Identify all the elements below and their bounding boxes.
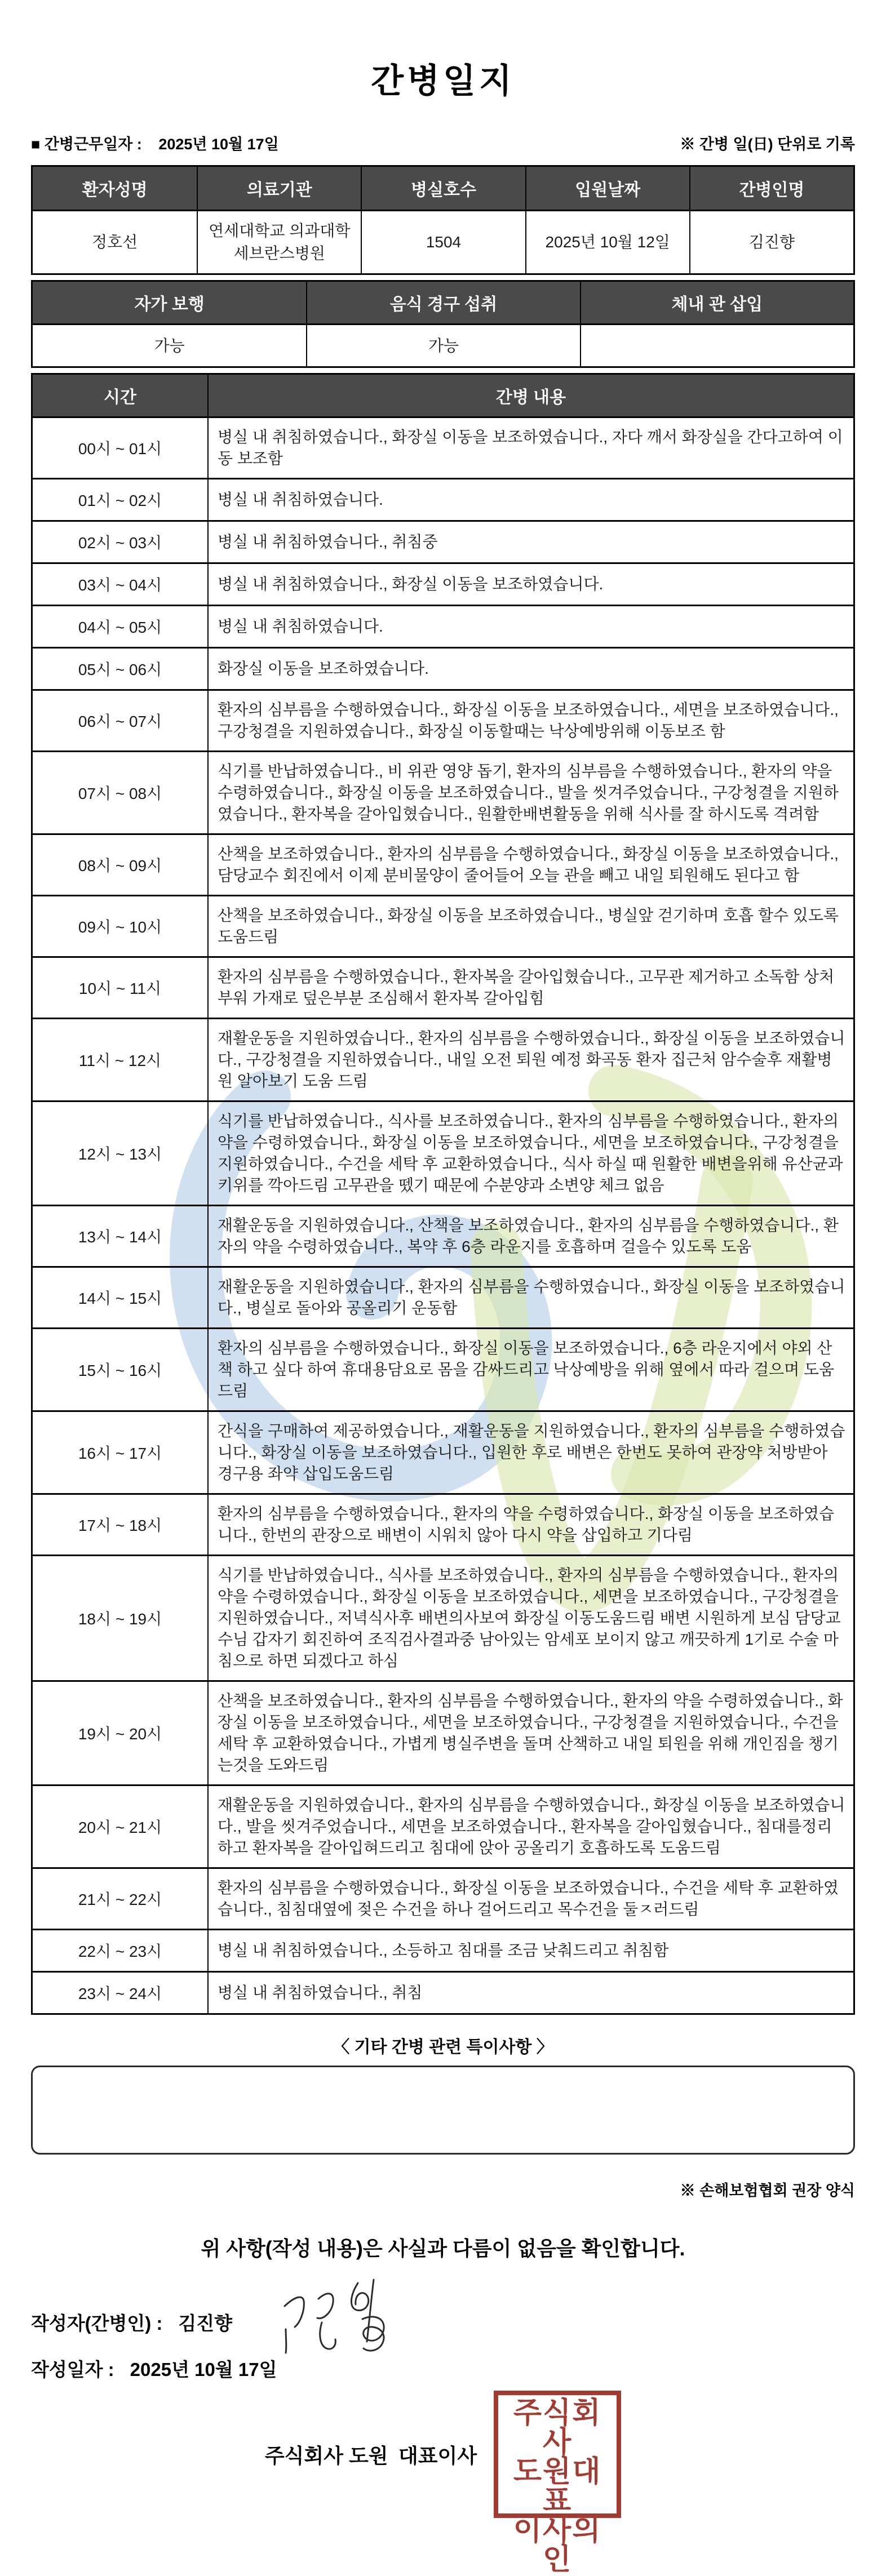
- log-time: 19시 ~ 20시: [78, 1725, 162, 1743]
- col-header-time: 시간: [33, 375, 207, 416]
- log-content-text: 재활운동을 지원하였습니다., 환자의 심부름을 수행하였습니다., 화장실 이동을 보조하였습니다., 병실로 돌아와 공올리기 운동함: [218, 1278, 845, 1317]
- company-name: 주식회사 도원: [264, 2444, 388, 2467]
- log-time: 22시 ~ 23시: [78, 1943, 162, 1960]
- log-content-text: 재활운동을 지원하였습니다., 환자의 심부름을 수행하였습니다., 화장실 이동을 보조하였습니다., 구강청결을 지원하였습니다., 내일 오전 퇴원 예정 화곡동 환자 집근처 암수술후 재활병원 알아보기 도움 드림: [218, 1029, 845, 1090]
- table-row: [33, 1100, 853, 1205]
- log-content-text: 병실 내 취침하였습니다., 취침: [218, 1984, 423, 2001]
- seal-line: 도원대표: [513, 2455, 602, 2517]
- col-header-institution: 의료기관: [197, 167, 361, 210]
- table-row: [33, 418, 853, 478]
- log-content-text: 산책을 보조하였습니다., 환자의 심부름을 수행하였습니다., 환자의 약을 수령하였습니다., 화장실 이동을 보조하였습니다., 세면을 보조하였습니다., 구강청결을 지원하였습니다., 수건을 세탁 후 교환하였습니다., 가볍게 병실주변을 돌며 산책하고 내일 퇴원을 위해 개인짐을 챙기는것을 도와드림: [218, 1692, 843, 1774]
- write-date-row: [31, 2355, 855, 2382]
- write-date-value: 2025년 10월 17일: [130, 2359, 277, 2380]
- log-content-text: 산책을 보조하였습니다., 화장실 이동을 보조하였습니다., 병실앞 걷기하며 호흡 할수 있도록 도움드림: [218, 907, 839, 945]
- log-time: 02시 ~ 03시: [78, 534, 162, 552]
- log-time: 01시 ~ 02시: [78, 492, 162, 509]
- col-header-caregiver-name: 간병인명: [689, 167, 853, 210]
- status-table: [31, 280, 855, 368]
- write-date-label: 작성일자 :: [31, 2359, 114, 2380]
- log-time: 16시 ~ 17시: [78, 1445, 162, 1462]
- log-time: 15시 ~ 16시: [78, 1362, 162, 1379]
- log-content-text: 식기를 반납하였습니다., 식사를 보조하였습니다., 환자의 심부름을 수행하였습니다., 환자의 약을 수령하였습니다., 화장실 이동을 보조하였습니다., 세면을 보조하였습니다., 구강청결을 지원하였습니다., 저녁식사후 배변의사보여 화장실 이동도움드림 배변 시원하게 보심 담당교수님 갑자기 회진하여 조직검사결과중 남아있는 암세포 보이지 않고 깨끗하게 1기로 수술 마침으로 하면 되겠다고 하심: [218, 1566, 841, 1669]
- patient-name-value: 정호선: [92, 233, 138, 251]
- log-time: 13시 ~ 14시: [78, 1228, 162, 1246]
- col-header-self-walking: 자가 보행: [33, 282, 306, 323]
- col-header-room: 병실호수: [361, 167, 525, 210]
- log-time: 08시 ~ 09시: [78, 857, 162, 874]
- notes-title: 〈 기타 간병 관련 특이사항 〉: [333, 2038, 553, 2057]
- tube-insertion-value: [580, 325, 853, 366]
- table-row: [33, 1680, 853, 1784]
- table-row: [33, 1971, 853, 2013]
- corporate-seal: [494, 2391, 621, 2576]
- log-content: [207, 1930, 853, 1971]
- work-date-line: [31, 132, 279, 154]
- log-time: 23시 ~ 24시: [78, 1985, 162, 2002]
- table-row: [33, 562, 853, 605]
- log-content-text: 병실 내 취침하였습니다.: [218, 491, 383, 508]
- log-content: [207, 958, 853, 1018]
- table-row: [33, 1018, 853, 1100]
- table-row: [33, 1205, 853, 1266]
- log-time: 10시 ~ 11시: [78, 980, 162, 997]
- work-date-label: ■ 간병근무일자 :: [31, 136, 142, 153]
- log-content-text: 병실 내 취침하였습니다., 소등하고 침대를 조금 낮춰드리고 취침함: [218, 1942, 669, 1959]
- caregiver-name-value: 김진향: [689, 211, 853, 273]
- log-content: [207, 835, 853, 895]
- table-row: [33, 895, 853, 956]
- log-content: [207, 1019, 853, 1100]
- work-date-value: 2025년 10월 17일: [158, 136, 279, 153]
- writer-name: 김진향: [178, 2312, 233, 2334]
- status-table-values: [33, 325, 853, 366]
- log-content-text: 간식을 구매하여 제공하였습니다., 재활운동을 지원하였습니다., 환자의 심부름을 수행하였습니다., 화장실 이동을 보조하였습니다., 입원한 후로 배변은 한번도 못하여 관장약 처방받아 경구용 좌약 삽입도움드림: [218, 1422, 845, 1482]
- log-content: [207, 564, 853, 605]
- log-content: [207, 1786, 853, 1867]
- log-time: 14시 ~ 15시: [78, 1290, 162, 1307]
- table-row: [33, 1555, 853, 1680]
- log-content: [207, 1206, 853, 1266]
- log-content-text: 식기를 반납하였습니다., 식사를 보조하였습니다., 환자의 심부름을 수행하였습니다., 환자의 약을 수령하였습니다., 화장실 이동을 보조하였습니다., 세면을 보조하였습니다., 구강청결을 지원하였습니다., 수건을 세탁 후 교환하였습니다., 식사 하실 때 원활한 배변을위해 유산균과 키위를 깍아드림 고무관을 뗐기 때문에 수분양과 소변양 체크 없음: [218, 1112, 843, 1194]
- seal-line: 이사의인: [513, 2514, 602, 2576]
- meta-row: [31, 132, 855, 154]
- company-row: [31, 2391, 855, 2576]
- log-content-text: 병실 내 취침하였습니다.: [218, 618, 383, 635]
- log-content-text: 재활운동을 지원하였습니다., 환자의 심부름을 수행하였습니다., 화장실 이동을 보조하였습니다., 발을 씻겨주었습니다., 세면을 보조하였습니다., 환자복을 갈아입혔습니다., 침대를정리하고 환자복을 갈아입혀드리고 침대에 앉아 공올리기 호흡하도록 도움드림: [218, 1796, 845, 1857]
- log-content-text: 환자의 심부름을 수행하였습니다., 화장실 이동을 보조하였습니다., 세면을 보조하였습니다., 구강청결을 지원하였습니다., 화장실 이동할때는 낙상예방위해 이동보조 함: [218, 701, 839, 740]
- table-row: [33, 956, 853, 1018]
- col-header-oral-intake: 음식 경구 섭취: [306, 282, 579, 323]
- log-content-text: 환자의 심부름을 수행하였습니다., 화장실 이동을 보조하였습니다., 수건을 세탁 후 교환하였습니다., 침침대옆에 젖은 수건을 하나 걸어드리고 목수건을 둘ㅈ러드림: [218, 1879, 839, 1918]
- table-row: [33, 1929, 853, 1971]
- log-time: 09시 ~ 10시: [78, 918, 162, 936]
- col-header-admission-date: 입원날짜: [525, 167, 689, 210]
- log-content: [207, 896, 853, 956]
- oral-intake-value: 가능: [306, 325, 579, 366]
- self-walking-value: 가능: [154, 336, 185, 354]
- log-content: [207, 479, 853, 520]
- care-journal-page: [0, 54, 895, 2576]
- table-row: [33, 478, 853, 520]
- form-note: ※ 손해보험협회 권장 양식: [680, 2182, 855, 2199]
- log-time: 00시 ~ 01시: [78, 440, 162, 458]
- admission-date-value: 2025년 10월 12일: [525, 211, 689, 273]
- log-content-text: 화장실 이동을 보조하였습니다.: [218, 660, 429, 677]
- log-content-text: 병실 내 취침하였습니다., 화장실 이동을 보조하였습니다., 자다 깨서 화장실을 간다고하여 이동 보조함: [218, 428, 843, 467]
- log-content-text: 환자의 심부름을 수행하였습니다., 환자의 약을 수령하였습니다., 화장실 이동을 보조하였습니다., 한번의 관장으로 배변이 시워치 않아 다시 약을 삽입하고 기다림: [218, 1505, 835, 1544]
- log-time: 03시 ~ 04시: [78, 576, 162, 594]
- log-content: [207, 1973, 853, 2013]
- log-content: [207, 1102, 853, 1205]
- table-row: [33, 750, 853, 833]
- log-content: [207, 418, 853, 478]
- log-content-text: 환자의 심부름을 수행하였습니다., 환자복을 갈아입혔습니다., 고무관 제거하고 소독함 상처부워 가재로 덮은부분 조심해서 환자복 갈아입힘: [218, 968, 835, 1007]
- log-content-text: 환자의 심부름을 수행하였습니다., 화장실 이동을 보조하였습니다., 6층 라운지에서 야외 산책 하고 싶다 하여 휴대용담요로 몸을 감싸드리고 낙상예방을 위해 옆에서 따라 걸으며 도움드림: [218, 1339, 835, 1400]
- log-content-text: 식기를 반납하였습니다., 비 위관 영양 돕기, 환자의 심부름을 수행하였습니다., 환자의 약을 수령하였습니다., 화장실 이동을 보조하였습니다., 발을 씻겨주었습니다., 구강청결을 지원하였습니다., 환자복을 갈아입혔습니다., 원활한배변활동을 위해 식사를 잘 하시도록 격려함: [218, 762, 839, 823]
- page-title: 간병일지: [371, 62, 515, 100]
- patient-table-header: [33, 167, 853, 211]
- log-content-text: 재활운동을 지원하였습니다., 산책을 보조하였습니다., 환자의 심부름을 수행하였습니다., 환자의 약을 수령하였습니다., 복약 후 6층 라운지를 호흡하며 걸을수 있도록 도움: [218, 1216, 839, 1255]
- log-content: [207, 1682, 853, 1784]
- ceo-title: 대표이사: [398, 2444, 477, 2467]
- log-table-header: [33, 375, 853, 418]
- table-row: [33, 833, 853, 895]
- table-row: [33, 1493, 853, 1555]
- institution-value: 연세대학교 의과대학 세브란스병원: [197, 211, 361, 273]
- table-row: [33, 647, 853, 689]
- log-content-text: 병실 내 취침하였습니다., 취침중: [218, 533, 438, 550]
- log-content: [207, 1495, 853, 1555]
- log-content-text: 산책을 보조하였습니다., 환자의 심부름을 수행하였습니다., 화장실 이동을 보조하였습니다., 담당교수 회진에서 이제 분비물양이 줄어들어 오늘 관을 빼고 내일 퇴원해도 된다고 함: [218, 845, 839, 884]
- col-header-tube-insertion: 체내 관 삽입: [580, 282, 853, 323]
- log-time: 07시 ~ 08시: [78, 785, 162, 802]
- log-content: [207, 522, 853, 562]
- confirmation-text: 위 사항(작성 내용)은 사실과 다름이 없음을 확인합니다.: [201, 2237, 685, 2260]
- room-value: 1504: [361, 211, 525, 273]
- table-row: [33, 520, 853, 562]
- log-time: 12시 ~ 13시: [78, 1145, 162, 1163]
- patient-table: [31, 165, 855, 275]
- col-header-care-content: 간병 내용: [207, 375, 853, 416]
- table-row: [33, 1327, 853, 1410]
- patient-table-values: [33, 211, 853, 273]
- log-content: [207, 1556, 853, 1680]
- writer-label: 작성자(간병인) :: [31, 2312, 163, 2334]
- table-row: [33, 1266, 853, 1327]
- table-row: [33, 1867, 853, 1929]
- company-line: [265, 2440, 477, 2469]
- log-content: [207, 606, 853, 647]
- writer-row: [31, 2291, 855, 2353]
- log-content: [207, 1268, 853, 1327]
- log-content: [207, 691, 853, 750]
- notes-box: [31, 2066, 855, 2155]
- log-time: 17시 ~ 18시: [78, 1517, 162, 1534]
- log-time: 20시 ~ 21시: [78, 1819, 162, 1836]
- log-content: [207, 1329, 853, 1410]
- signature-icon: [278, 2275, 407, 2365]
- seal-line: 주식회사: [513, 2397, 602, 2459]
- log-content-text: 병실 내 취침하였습니다., 화장실 이동을 보조하였습니다.: [218, 575, 604, 593]
- log-table: [31, 373, 855, 2015]
- log-content: [207, 752, 853, 833]
- log-table-body: [33, 418, 853, 2013]
- log-content: [207, 1412, 853, 1493]
- log-time: 18시 ~ 19시: [78, 1610, 162, 1628]
- log-time: 21시 ~ 22시: [78, 1891, 162, 1908]
- unit-note: ※ 간병 일(日) 단위로 기록: [680, 136, 855, 153]
- col-header-patient-name: 환자성명: [33, 167, 197, 210]
- table-row: [33, 605, 853, 647]
- log-content: [207, 649, 853, 689]
- table-row: [33, 1410, 853, 1493]
- log-content: [207, 1869, 853, 1929]
- log-time: 11시 ~ 12시: [78, 1052, 162, 1069]
- table-row: [33, 689, 853, 750]
- log-time: 04시 ~ 05시: [78, 619, 162, 636]
- log-time: 05시 ~ 06시: [78, 661, 162, 678]
- table-row: [33, 1784, 853, 1867]
- status-table-header: [33, 282, 853, 325]
- log-time: 06시 ~ 07시: [78, 713, 162, 730]
